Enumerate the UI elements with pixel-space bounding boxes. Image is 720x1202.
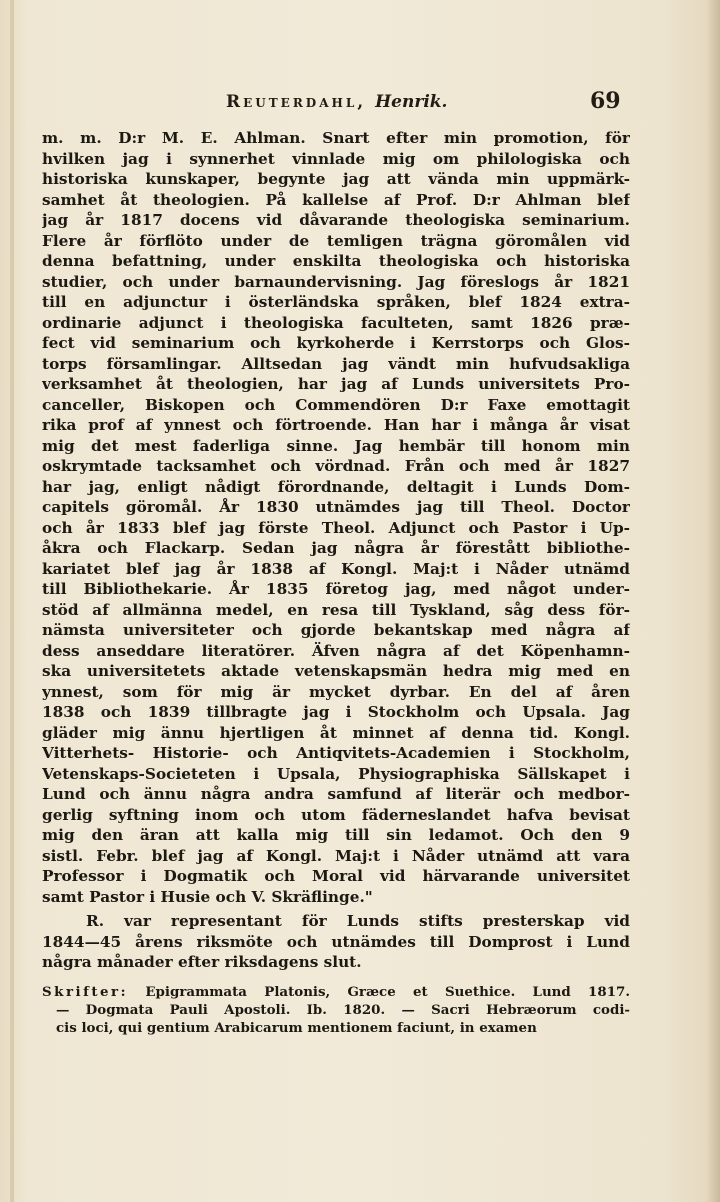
text-line: jag år 1817 docens vid dåvarande theologiska seminarium.: [42, 211, 630, 229]
running-head-given-name: Henrik.: [375, 92, 448, 112]
text-line: samhet åt theologien. På kallelse af Prof. D:r Ahlman blef: [42, 190, 630, 209]
text-line: canceller, Biskopen och Commendören D:r Faxe emottagit: [42, 395, 630, 414]
text-line: till Bibliothekarie. År 1835 företog jag, med något under-: [42, 580, 630, 598]
text-line: verksamhet åt theologien, har jag af Lunds universitets Pro-: [42, 375, 630, 393]
text-line: till en adjunctur i österländska språken, blef 1824 extra-: [42, 293, 630, 311]
text-line: Lund och ännu några andra samfund af literär och medbor-: [42, 785, 630, 803]
text-line: denna befattning, under enskilta theologiska och historiska: [42, 252, 630, 270]
text-line: mig den äran att kalla mig till sin ledamot. Och den 9: [42, 826, 630, 844]
text-line: historiska kunskaper, begynte jag att vända min uppmärk-: [42, 170, 630, 188]
text-line: Professor i Dogmatik och Moral vid härvarande universitet: [42, 867, 630, 885]
page-number: 69: [590, 88, 621, 114]
text-line: stöd af allmänna medel, en resa till Tyskland, såg dess för-: [42, 600, 630, 619]
text-line: samt Pastor i Husie och V. Skräflinge.": [42, 887, 373, 906]
text-line: åkra och Flackarp. Sedan jag några år förestått bibliothe-: [42, 539, 630, 557]
text-line: ska universitetets aktade vetenskapsmän hedra mig med en: [42, 662, 630, 680]
text-line: ynnest, som för mig är mycket dyrbar. En del af åren: [42, 682, 630, 701]
writings-section: [42, 983, 630, 1037]
text-line: Vetenskaps-Societeten i Upsala, Physiographiska Sällskapet i: [42, 764, 630, 783]
text-line: 1844—45 årens riksmöte och utnämdes till Domprost i Lund: [42, 932, 630, 951]
text-line: R. var representant för Lunds stifts presterskap vid: [86, 912, 630, 930]
writings-line-1-text: Epigrammata Platonis, Græce et Suethice. Lund 1817.: [145, 983, 630, 1000]
writings-line-1: [42, 983, 630, 1001]
writings-label: Skrifter:: [42, 983, 129, 1000]
text-line: Vitterhets- Historie- och Antiqvitets-Academien i Stockholm,: [42, 744, 630, 762]
page-edge-shadow: [706, 0, 720, 1202]
text-line: Flere år förflöto under de temligen trägna göromålen vid: [42, 231, 630, 250]
text-line: sistl. Febr. blef jag af Kongl. Maj:t i Nåder utnämd att vara: [42, 846, 630, 865]
body-text: [42, 128, 630, 1037]
paragraph-2: [42, 911, 630, 973]
text-line: har jag, enligt nådigt förordnande, deltagit i Lunds Dom-: [42, 477, 630, 496]
writings-line-3: cis loci, qui gentium Arabicarum mentionem faciunt, in examen: [56, 1019, 537, 1036]
text-line: rika prof af ynnest och förtroende. Han har i många år visat: [42, 416, 630, 434]
text-line: gerlig syftning inom och utom fäderneslandet hafva bevisat: [42, 805, 630, 824]
text-line: kariatet blef jag år 1838 af Kongl. Maj:t i Nåder utnämd: [42, 559, 630, 578]
page-header: [40, 86, 660, 126]
paragraph-1: [42, 128, 630, 907]
text-line: capitels göromål. År 1830 utnämdes jag till Theol. Doctor: [42, 498, 630, 516]
text-line: nämsta universiteter och gjorde bekantskap med några af: [42, 621, 630, 639]
text-line: fect vid seminarium och kyrkoherde i Kerrstorps och Glos-: [42, 334, 630, 352]
text-line: hvilken jag i synnerhet vinnlade mig om philologiska och: [42, 149, 630, 168]
text-line: några månader efter riksdagens slut.: [42, 953, 362, 971]
running-head-surname: Reuterdahl,: [226, 92, 367, 112]
text-line: oskrymtade tacksamhet och vördnad. Från och med år 1827: [42, 457, 630, 475]
text-line: 1838 och 1839 tillbragte jag i Stockholm och Upsala. Jag: [42, 703, 630, 721]
text-line: torps församlingar. Alltsedan jag vändt min hufvudsakliga: [42, 354, 630, 373]
text-line: m. m. D:r M. E. Ahlman. Snart efter min promotion, för: [42, 129, 630, 147]
text-line: studier, och under barnaundervisning. Jag föreslogs år 1821: [42, 272, 630, 291]
writings-line-2: — Dogmata Pauli Apostoli. Ib. 1820. — Sacri Hebræorum codi-: [56, 1001, 630, 1018]
text-line: gläder mig ännu hjertligen åt minnet af denna tid. Kongl.: [42, 723, 630, 742]
text-line: mig det mest faderliga sinne. Jag hembär till honom min: [42, 436, 630, 455]
text-line: och år 1833 blef jag förste Theol. Adjunct och Pastor i Up-: [42, 518, 630, 537]
running-head: [226, 92, 447, 112]
page-gutter: [10, 0, 14, 1202]
text-line: ordinarie adjunct i theologiska faculteten, samt 1826 præ-: [42, 313, 630, 332]
text-line: dess anseddare literatörer. Äfven några af det Köpenhamn-: [42, 641, 630, 660]
